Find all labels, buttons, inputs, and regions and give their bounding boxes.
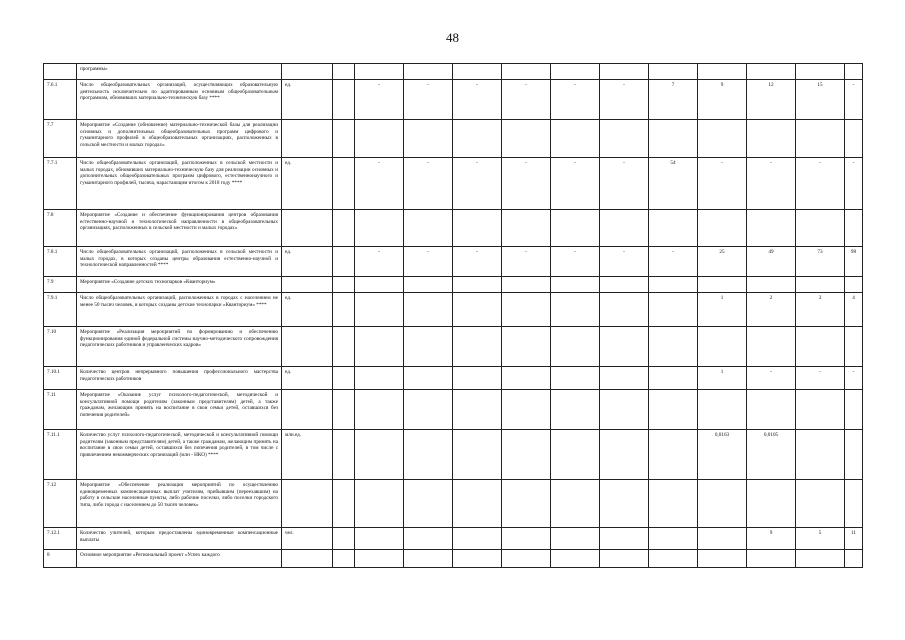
table-row (44, 64, 863, 80)
value-cell (649, 64, 698, 80)
value-cell: 9 (747, 528, 796, 550)
value-cell (502, 528, 551, 550)
value-cell (845, 430, 863, 480)
value-cell (355, 120, 404, 158)
value-cell (453, 528, 502, 550)
row-number: 7.11.1 (44, 430, 77, 480)
value-cell (404, 550, 453, 568)
value-cell (453, 293, 502, 327)
value-cell (333, 430, 355, 480)
value-cell (502, 277, 551, 293)
value-cell (333, 158, 355, 210)
indicators-table (43, 63, 863, 568)
value-cell (502, 390, 551, 430)
value-cell (355, 430, 404, 480)
value-cell (747, 550, 796, 568)
value-cell: 1 (698, 293, 747, 327)
value-cell (453, 327, 502, 367)
value-cell (600, 430, 649, 480)
indicator-name: Мероприятие «Создание детских технопарков «Кванториум» (77, 277, 282, 293)
unit-cell: ед. (282, 293, 333, 327)
indicator-name: Количество учителей, которым предоставлены единовременные компенсационные выплаты (77, 528, 282, 550)
unit-cell: ед. (282, 158, 333, 210)
value-cell: 9 (698, 80, 747, 120)
value-cell (355, 390, 404, 430)
value-cell (845, 480, 863, 528)
value-cell (404, 120, 453, 158)
indicator-name: Основное мероприятие «Региональный проект «Успех каждого (77, 550, 282, 568)
indicator-name: Мероприятие «Создание (обновление) материально-технической базы для реализации основных и дополнительных общеобразовательных программ цифрового и гуманитарного профилей в общеобразовательных организациях, расположенных в сельской местности и малых городах» (77, 120, 282, 158)
value-cell (551, 390, 600, 430)
value-cell (600, 528, 649, 550)
table-row (44, 430, 863, 480)
value-cell (600, 480, 649, 528)
value-cell (649, 327, 698, 367)
value-cell (698, 120, 747, 158)
value-cell (600, 64, 649, 80)
value-cell (404, 327, 453, 367)
value-cell (404, 277, 453, 293)
value-cell: 25 (698, 247, 747, 277)
table-row (44, 293, 863, 327)
value-cell (502, 210, 551, 247)
value-cell (845, 277, 863, 293)
value-cell (747, 277, 796, 293)
value-cell (649, 528, 698, 550)
value-cell (502, 327, 551, 367)
value-cell: 0,0105 (747, 430, 796, 480)
row-number: 7.12.1 (44, 528, 77, 550)
value-cell (404, 480, 453, 528)
value-cell (845, 327, 863, 367)
value-cell (600, 390, 649, 430)
table-row (44, 210, 863, 247)
value-cell (453, 480, 502, 528)
row-number: 7.11 (44, 390, 77, 430)
value-cell (698, 210, 747, 247)
value-cell: - (502, 158, 551, 210)
value-cell (453, 367, 502, 390)
value-cell (600, 120, 649, 158)
value-cell (333, 247, 355, 277)
value-cell (649, 210, 698, 247)
value-cell (649, 480, 698, 528)
value-cell: - (796, 158, 845, 210)
value-cell (747, 64, 796, 80)
table-row (44, 80, 863, 120)
value-cell (600, 550, 649, 568)
value-cell (551, 480, 600, 528)
value-cell (333, 480, 355, 528)
value-cell (453, 550, 502, 568)
table-row (44, 480, 863, 528)
value-cell (551, 367, 600, 390)
value-cell: - (551, 247, 600, 277)
value-cell: 2 (747, 293, 796, 327)
value-cell (747, 390, 796, 430)
value-cell: 49 (747, 247, 796, 277)
unit-cell (282, 64, 333, 80)
value-cell (649, 430, 698, 480)
indicator-name: Количество услуг психолого-педагогической, методической и консультативной помощи родителям (законным представителям) детей, а также гражданам, желающим принять на воспитание в свои семьи детей, оставшихся без попечения родителей, в том числе с привлечением некоммерческих организаций (млн - НКО) **** (77, 430, 282, 480)
value-cell (698, 528, 747, 550)
indicator-name: Число общеобразовательных организаций, расположенных в сельской местности и малых городах, в которых созданы центры образования естественно-научной и технологической направленностей **** (77, 247, 282, 277)
value-cell: - (453, 247, 502, 277)
value-cell (333, 80, 355, 120)
value-cell (600, 327, 649, 367)
row-number (44, 64, 77, 80)
value-cell (649, 390, 698, 430)
indicator-name: Количество центров непрерывного повышения профессионального мастерства педагогических работников (77, 367, 282, 390)
indicator-name: Мероприятие «Создание и обеспечение функционирования центров образования естественно-научной и технологической направленности в общеобразовательных организациях, расположенных в сельской местности и малых городах» (77, 210, 282, 247)
value-cell (404, 430, 453, 480)
value-cell (333, 293, 355, 327)
value-cell (502, 430, 551, 480)
value-cell (796, 327, 845, 367)
unit-cell (282, 327, 333, 367)
value-cell (649, 277, 698, 293)
value-cell: - (404, 80, 453, 120)
value-cell: - (845, 158, 863, 210)
value-cell: 1 (698, 367, 747, 390)
unit-cell: млн.ед. (282, 430, 333, 480)
value-cell: 0,0163 (698, 430, 747, 480)
page-number: 48 (446, 30, 459, 45)
value-cell: - (600, 247, 649, 277)
value-cell (502, 64, 551, 80)
indicator-name: Мероприятие «Оказание услуг психолого-педагогической, методической и консультативной помощи родителям (законным представителям) детей, а также гражданам, желающим принять на воспитание в свои семьи детей, оставшихся без попечения родителей» (77, 390, 282, 430)
value-cell (796, 120, 845, 158)
value-cell (355, 64, 404, 80)
value-cell (600, 293, 649, 327)
value-cell (404, 367, 453, 390)
value-cell: - (747, 367, 796, 390)
value-cell (698, 390, 747, 430)
row-number: 7.9 (44, 277, 77, 293)
value-cell (551, 293, 600, 327)
value-cell (845, 390, 863, 430)
value-cell (600, 210, 649, 247)
table-row (44, 390, 863, 430)
value-cell: - (551, 80, 600, 120)
value-cell (747, 480, 796, 528)
value-cell (502, 293, 551, 327)
indicator-name: Число общеобразовательных организаций, расположенных в сельской местности и малых городах, обновивших материально-техническую базу для реализации основных и дополнительных общеобразовательных программ цифрового, естественнонаучного и гуманитарного профилей, тысяча, нарастающим итогом к 2018 году **** (77, 158, 282, 210)
value-cell: - (355, 80, 404, 120)
value-cell: - (355, 247, 404, 277)
row-number: 7.7 (44, 120, 77, 158)
value-cell (404, 528, 453, 550)
value-cell: - (600, 158, 649, 210)
value-cell (698, 327, 747, 367)
value-cell (698, 550, 747, 568)
value-cell (333, 528, 355, 550)
value-cell (355, 277, 404, 293)
value-cell: - (796, 367, 845, 390)
unit-cell: ед. (282, 80, 333, 120)
value-cell (355, 327, 404, 367)
value-cell (404, 210, 453, 247)
table-row (44, 367, 863, 390)
value-cell (551, 64, 600, 80)
value-cell (333, 550, 355, 568)
value-cell (747, 210, 796, 247)
value-cell (453, 210, 502, 247)
value-cell: - (845, 80, 863, 120)
value-cell (649, 550, 698, 568)
value-cell: 4 (845, 293, 863, 327)
value-cell (355, 367, 404, 390)
row-number: 7.8 (44, 210, 77, 247)
value-cell (747, 120, 796, 158)
row-number: 7.10.1 (44, 367, 77, 390)
table-row (44, 158, 863, 210)
value-cell: 7 (649, 80, 698, 120)
value-cell (404, 64, 453, 80)
value-cell (845, 210, 863, 247)
unit-cell (282, 480, 333, 528)
value-cell (355, 550, 404, 568)
indicator-name: Мероприятие «Обеспечение реализации мероприятий по осуществлению единовременных компенсационных выплат учителям, прибывшим (переехавшим) на работу в сельские населенные пункты, либо рабочие поселки, либо поселки городского типа, либо города с населением до 50 тысяч человек» (77, 480, 282, 528)
value-cell: - (502, 247, 551, 277)
value-cell (649, 293, 698, 327)
value-cell (551, 430, 600, 480)
row-number: 7.6.1 (44, 80, 77, 120)
value-cell (551, 327, 600, 367)
value-cell (649, 367, 698, 390)
value-cell: - (747, 158, 796, 210)
value-cell: 73 (796, 247, 845, 277)
value-cell (333, 120, 355, 158)
value-cell (453, 277, 502, 293)
row-number: 7.12 (44, 480, 77, 528)
value-cell (502, 120, 551, 158)
value-cell (551, 528, 600, 550)
value-cell (453, 430, 502, 480)
row-number: 8 (44, 550, 77, 568)
value-cell (333, 367, 355, 390)
value-cell (404, 293, 453, 327)
table-row (44, 327, 863, 367)
value-cell (453, 390, 502, 430)
value-cell (796, 277, 845, 293)
value-cell: 15 (796, 80, 845, 120)
value-cell (796, 480, 845, 528)
value-cell (796, 550, 845, 568)
value-cell: - (404, 247, 453, 277)
value-cell: 98 (845, 247, 863, 277)
value-cell: - (649, 247, 698, 277)
indicator-name: Число общеобразовательных организаций, расположенных в городах с населением не менее 50 тысяч человек, в которых созданы детские технопарки «Кванториум» **** (77, 293, 282, 327)
value-cell (355, 480, 404, 528)
value-cell: 11 (845, 528, 863, 550)
row-number: 7.8.1 (44, 247, 77, 277)
value-cell (845, 64, 863, 80)
value-cell (333, 327, 355, 367)
value-cell (355, 293, 404, 327)
value-cell (698, 64, 747, 80)
unit-cell (282, 550, 333, 568)
value-cell (796, 430, 845, 480)
row-number: 7.10 (44, 327, 77, 367)
value-cell (551, 277, 600, 293)
value-cell (796, 210, 845, 247)
row-number: 7.7.1 (44, 158, 77, 210)
value-cell: - (453, 80, 502, 120)
value-cell (796, 390, 845, 430)
table-row (44, 247, 863, 277)
value-cell: - (551, 158, 600, 210)
value-cell (502, 550, 551, 568)
value-cell (502, 480, 551, 528)
value-cell: 54 (649, 158, 698, 210)
value-cell (600, 277, 649, 293)
value-cell: - (698, 158, 747, 210)
unit-cell (282, 390, 333, 430)
value-cell (649, 120, 698, 158)
value-cell (551, 550, 600, 568)
unit-cell (282, 277, 333, 293)
value-cell (333, 210, 355, 247)
unit-cell (282, 210, 333, 247)
indicator-name: Мероприятие «Реализация мероприятий по формированию и обеспечению функционирования единой федеральной системы научно-методического сопровождения педагогических работников и управленческих кадров» (77, 327, 282, 367)
unit-cell: ед. (282, 367, 333, 390)
value-cell (796, 64, 845, 80)
value-cell: 12 (747, 80, 796, 120)
value-cell: - (404, 158, 453, 210)
value-cell: 5 (796, 528, 845, 550)
value-cell: - (453, 158, 502, 210)
table-row (44, 277, 863, 293)
value-cell: - (355, 158, 404, 210)
value-cell (333, 64, 355, 80)
value-cell (502, 367, 551, 390)
value-cell (551, 210, 600, 247)
indicator-name: Число общеобразовательных организаций, осуществляющих образовательную деятельность исключительно по адаптированным основным общеобразовательным программам, обновивших материально-техническую базу **** (77, 80, 282, 120)
value-cell (600, 367, 649, 390)
value-cell (698, 480, 747, 528)
value-cell: 3 (796, 293, 845, 327)
table-row (44, 550, 863, 568)
value-cell: - (600, 80, 649, 120)
value-cell (404, 390, 453, 430)
value-cell (333, 277, 355, 293)
row-number: 7.9.1 (44, 293, 77, 327)
value-cell (747, 327, 796, 367)
indicator-name: программы» (77, 64, 282, 80)
value-cell: - (845, 367, 863, 390)
value-cell (845, 120, 863, 158)
value-cell: - (502, 80, 551, 120)
value-cell (698, 277, 747, 293)
value-cell (333, 390, 355, 430)
value-cell (453, 120, 502, 158)
value-cell (355, 528, 404, 550)
unit-cell (282, 120, 333, 158)
unit-cell: чел. (282, 528, 333, 550)
value-cell (845, 550, 863, 568)
table-row (44, 528, 863, 550)
value-cell (453, 64, 502, 80)
value-cell (355, 210, 404, 247)
unit-cell: ед. (282, 247, 333, 277)
table-row (44, 120, 863, 158)
value-cell (551, 120, 600, 158)
